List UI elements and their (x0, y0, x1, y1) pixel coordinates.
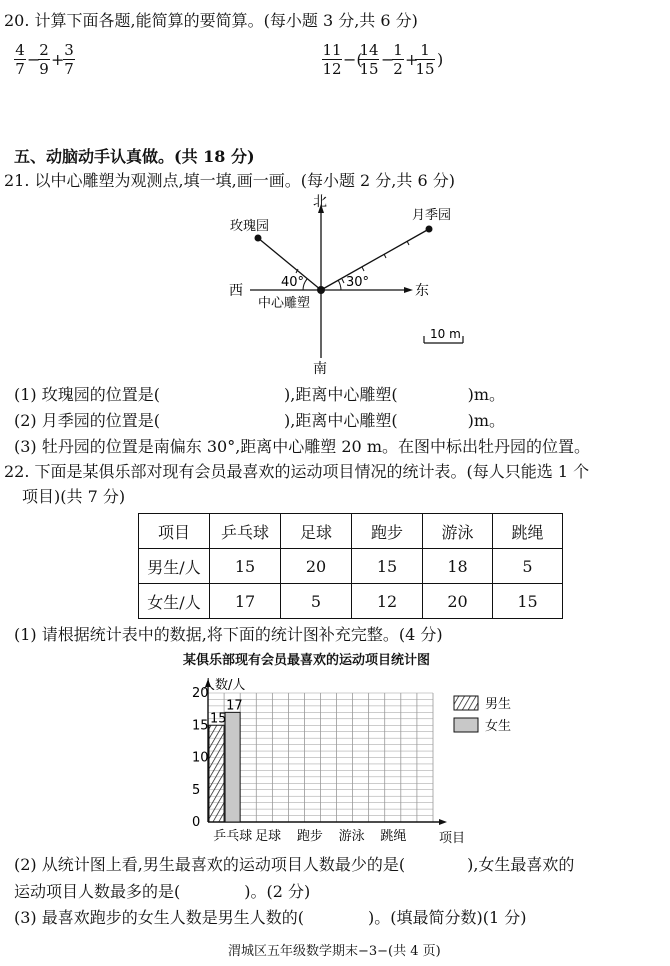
q20-title: 20. 计算下面各题,能简算的要简算。(每小题 3 分,共 6 分) (4, 11, 418, 30)
fraction: 3 7 (64, 41, 74, 78)
x-axis-arrow (439, 819, 447, 825)
section-title: 五、动脑动手认真做。(共 18 分) (14, 147, 255, 166)
north-label: 北 (313, 194, 327, 210)
fraction: 1 2 (393, 41, 403, 78)
x-tick-label: 跳绳 (380, 829, 407, 844)
legend-girls-label: 女生 (485, 719, 512, 734)
moon-garden-label: 月季园 (412, 208, 452, 223)
bar-value-label: 15 (210, 711, 227, 727)
x-tick-label: 游泳 (338, 829, 365, 844)
legend-girls-swatch (454, 718, 478, 732)
fraction: 11 12 (322, 41, 342, 78)
fraction: 14 15 (359, 41, 379, 78)
legend-boys-label: 男生 (485, 697, 512, 712)
fraction: 2 9 (39, 41, 49, 78)
table-header-row: 项目 乒乓球 足球 跑步 游泳 跳绳 (139, 514, 563, 549)
page-footer: 渭城区五年级数学期末−3−(共 4 页) (228, 944, 441, 959)
fraction: 4 7 (15, 41, 25, 78)
y-tick-label: 20 (192, 686, 209, 701)
y-tick-label: 15 (192, 718, 209, 734)
scale-label: 10 m (430, 327, 461, 341)
y-axis-label: 人数/人 (202, 678, 246, 693)
legend-boys-swatch (454, 696, 478, 710)
east-label: 东 (415, 283, 429, 299)
q22-title-line2: 项目)(共 7 分) (22, 487, 126, 506)
q21-part2: (2) 月季园的位置是( ),距离中心雕塑( )m。 (14, 411, 505, 430)
q22-part2-line1: (2) 从统计图上看,男生最喜欢的运动项目人数最少的是( ),女生最喜欢的 (14, 855, 575, 874)
rose-garden-label: 玫瑰园 (230, 219, 270, 234)
q21-title: 21. 以中心雕塑为观测点,填一填,画一画。(每小题 2 分,共 6 分) (4, 171, 455, 190)
x-axis-label: 项目 (439, 831, 466, 846)
west-label: 西 (229, 283, 243, 299)
x-tick-label: 足球 (255, 829, 282, 844)
bar-girls (225, 712, 240, 822)
angle-40-label: 40° (281, 275, 305, 290)
q22-title-line1: 22. 下面是某俱乐部对现有会员最喜欢的运动项目情况的统计表。(每人只能选 1 个 (4, 462, 590, 481)
table-row: 女生/人 17 5 12 20 15 (139, 584, 563, 619)
table-row: 男生/人 15 20 15 18 5 (139, 549, 563, 584)
q22-part2-line2: 运动项目人数最多的是( )。(2 分) (14, 882, 311, 901)
south-label: 南 (313, 361, 327, 377)
fraction: 1 15 (415, 41, 435, 78)
bar-value-label: 17 (226, 698, 243, 714)
y-tick-label: 10 (192, 750, 209, 766)
bar-boys (209, 725, 224, 822)
y-tick-label: 5 (192, 782, 201, 798)
q22-part1: (1) 请根据统计表中的数据,将下面的统计图补充完整。(4 分) (14, 625, 443, 644)
y-tick-label: 0 (192, 815, 201, 830)
q22-part3: (3) 最喜欢跑步的女生人数是男生人数的( )。(填最简分数)(1 分) (14, 908, 527, 927)
x-tick-label: 乒乓球 (213, 829, 253, 844)
chart-title: 某俱乐部现有会员最喜欢的运动项目统计图 (183, 653, 431, 668)
angle-30-label: 30° (346, 275, 370, 290)
center-label: 中心雕塑 (258, 296, 311, 311)
q21-part3: (3) 牡丹园的位置是南偏东 30°,距离中心雕塑 20 m。在图中标出牡丹园的位置。 (14, 437, 590, 456)
x-tick-label: 跑步 (296, 829, 323, 844)
q21-part1: (1) 玫瑰园的位置是( ),距离中心雕塑( )m。 (14, 385, 505, 404)
